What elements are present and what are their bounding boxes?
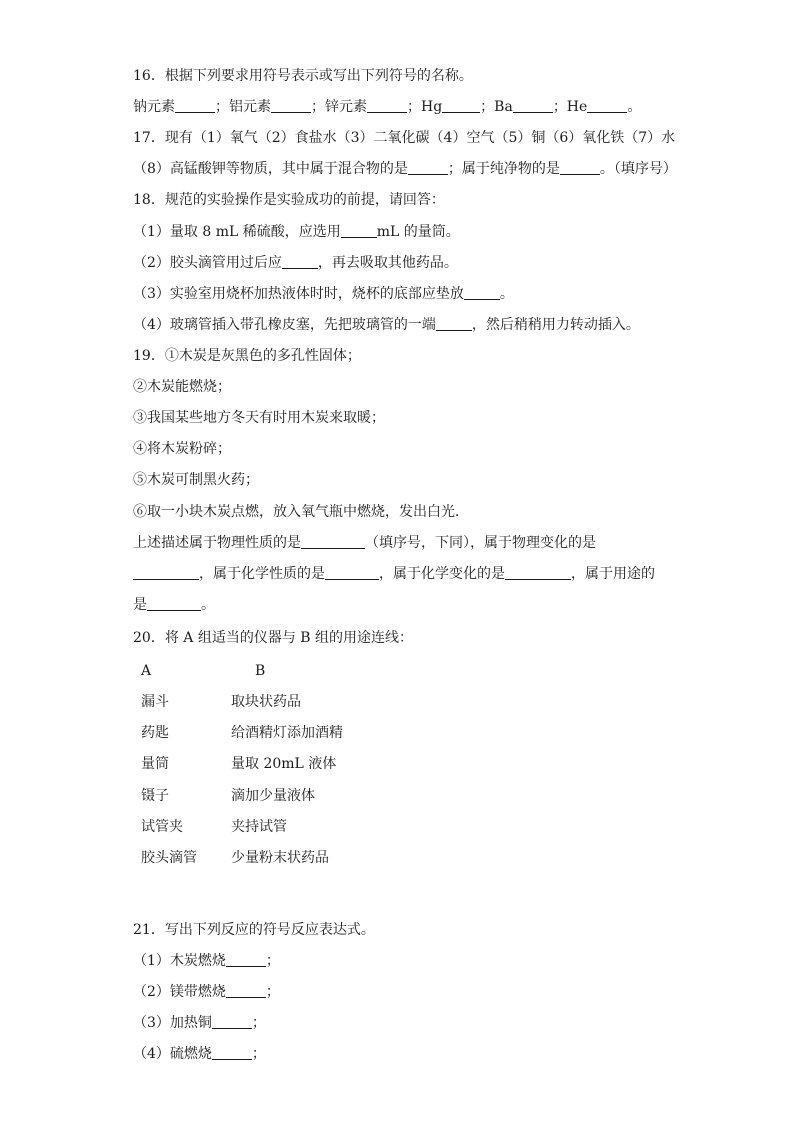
q16-line — [133, 97, 641, 117]
q18-s2-text-a: （2）胶头滴管用过后应 — [133, 255, 282, 271]
q19-item-4: ④将木炭粉碎； — [133, 441, 231, 457]
q21-label: （1）木炭燃烧 — [133, 953, 226, 969]
q17-line2 — [133, 159, 677, 179]
q16-blank-al[interactable] — [271, 98, 311, 113]
q18-s1-text-b: mL 的量筒。 — [376, 224, 460, 240]
q18-s2 — [133, 253, 458, 273]
q18-s3-text-b: 。 — [499, 286, 514, 302]
q20-header-a: A — [141, 663, 152, 679]
q17-text-a: （8）高锰酸钾等物质，其中属于混合物的是 — [133, 161, 408, 177]
q17-text-c: 。（填序号） — [599, 161, 677, 177]
q20-a-item[interactable]: 量筒 — [141, 756, 169, 772]
q21-end: ； — [251, 1046, 266, 1062]
q16-label-hg: ；Hg — [407, 99, 443, 115]
q18-s2-blank[interactable] — [282, 254, 318, 269]
q21-label: （2）镁带燃烧 — [133, 984, 226, 1000]
q19-blank-chemical-change[interactable] — [505, 565, 571, 580]
q20-a-item[interactable]: 胶头滴管 — [141, 850, 197, 866]
q19-blank-use[interactable] — [147, 596, 201, 611]
q19-question-line3 — [133, 595, 215, 615]
q21-end: ； — [265, 953, 280, 969]
q20-header-b: B — [255, 663, 266, 679]
q18-s1-blank[interactable] — [341, 223, 377, 238]
q16-blank-zn[interactable] — [367, 98, 407, 113]
q17-line1: 17．现有（1）氧气（2）食盐水（3）二氧化碳（4）空气（5）铜（6）氧化铁（7）水 — [133, 130, 676, 146]
q19-item-2: ②木炭能燃烧； — [133, 379, 231, 395]
q18-s3-text-a: （3）实验室用烧杯加热液体时时，烧杯的底部应垫放 — [133, 286, 464, 302]
q16-blank-hg[interactable] — [442, 98, 480, 113]
q21-title: 21．写出下列反应的符号反应表达式。 — [133, 922, 375, 938]
q16-title: 16．根据下列要求用符号表示或写出下列符号的名称。 — [133, 68, 473, 84]
q20-b-item[interactable]: 量取 20mL 液体 — [231, 756, 337, 772]
q19-question-line2 — [133, 564, 655, 584]
q20-title: 20．将 A 组适当的仪器与 B 组的用途连线： — [133, 630, 414, 646]
q21-end: ； — [265, 984, 280, 1000]
q16-label-he: ；He — [552, 99, 588, 115]
q21-end: ； — [251, 1015, 266, 1031]
q18-s3 — [133, 284, 514, 304]
q16-label-ba: ；Ba — [480, 99, 513, 115]
q19-blank-physical-change[interactable] — [133, 565, 199, 580]
q16-blank-he[interactable] — [587, 98, 627, 113]
q19-blank-physical-property[interactable] — [301, 534, 365, 549]
q19-item-5: ⑤木炭可制黑火药； — [133, 472, 259, 488]
q19-text-chemical-change: ，属于化学变化的是 — [379, 566, 505, 582]
q21-blank[interactable] — [226, 983, 266, 998]
q16-blank-na[interactable] — [175, 98, 215, 113]
q21-label: （4）硫燃烧 — [133, 1046, 212, 1062]
q19-text-chemical-property: ，属于化学性质的是 — [199, 566, 325, 582]
q18-s4-text-a: （4）玻璃管插入带孔橡皮塞，先把玻璃管的一端 — [133, 317, 436, 333]
q20-a-item[interactable]: 药匙 — [141, 725, 169, 741]
q21-blank[interactable] — [226, 952, 266, 967]
q17-blank-mixture[interactable] — [408, 160, 448, 175]
q19-item-3: ③我国某些地方冬天有时用木炭来取暖； — [133, 410, 385, 426]
q21-label: （3）加热铜 — [133, 1015, 212, 1031]
q18-s1 — [133, 222, 460, 242]
q18-s4-blank[interactable] — [436, 316, 472, 331]
q18-s1-text-a: （1）量取 8 mL 稀硫酸，应选用 — [133, 224, 341, 240]
q19-text-physical-change: （填序号，下同），属于物理变化的是 — [365, 535, 596, 551]
q20-a-item[interactable]: 漏斗 — [141, 694, 169, 710]
q20-b-item[interactable]: 少量粉末状药品 — [231, 850, 329, 866]
q21-item-2 — [133, 982, 280, 1002]
q17-blank-pure[interactable] — [560, 160, 600, 175]
q16-blank-ba[interactable] — [513, 98, 553, 113]
q21-item-3 — [133, 1013, 266, 1033]
q19-blank-chemical-property[interactable] — [325, 565, 379, 580]
q17-text-b: ；属于纯净物的是 — [447, 161, 560, 177]
q20-a-item[interactable]: 试管夹 — [141, 819, 183, 835]
q16-label-na: 钠元素 — [133, 99, 175, 115]
q18-s2-text-b: ，再去吸取其他药品。 — [317, 255, 458, 271]
q16-label-zn: ；锌元素 — [311, 99, 367, 115]
q19-text-physical-property: 上述描述属于物理性质的是 — [133, 535, 301, 551]
q20-b-item[interactable]: 给酒精灯添加酒精 — [231, 725, 343, 741]
q21-item-1 — [133, 951, 280, 971]
q20-b-item[interactable]: 滴加少量液体 — [231, 788, 315, 804]
q19-item-1: 19．①木炭是灰黑色的多孔性固体； — [133, 348, 361, 364]
q16-end: 。 — [627, 99, 642, 115]
q16-label-al: ；铝元素 — [215, 99, 271, 115]
q19-end: 。 — [201, 597, 215, 613]
q21-blank[interactable] — [212, 1045, 252, 1060]
q20-b-item[interactable]: 夹持试管 — [231, 819, 287, 835]
q19-text-use-cont: 是 — [133, 597, 147, 613]
q18-title: 18．规范的实验操作是实验成功的前提，请回答： — [133, 192, 445, 208]
q18-s4 — [133, 315, 640, 335]
q20-a-item[interactable]: 镊子 — [141, 788, 169, 804]
q21-item-4 — [133, 1044, 266, 1064]
q20-b-item[interactable]: 取块状药品 — [231, 694, 301, 710]
q19-text-use: ，属于用途的 — [571, 566, 655, 582]
q18-s4-text-b: ，然后稍稍用力转动插入。 — [471, 317, 640, 333]
q21-blank[interactable] — [212, 1014, 252, 1029]
q19-question-line1 — [133, 533, 596, 553]
q19-item-6: ⑥取一小块木炭点燃，放入氧气瓶中燃烧，发出白光． — [133, 504, 469, 520]
q18-s3-blank[interactable] — [464, 285, 500, 300]
